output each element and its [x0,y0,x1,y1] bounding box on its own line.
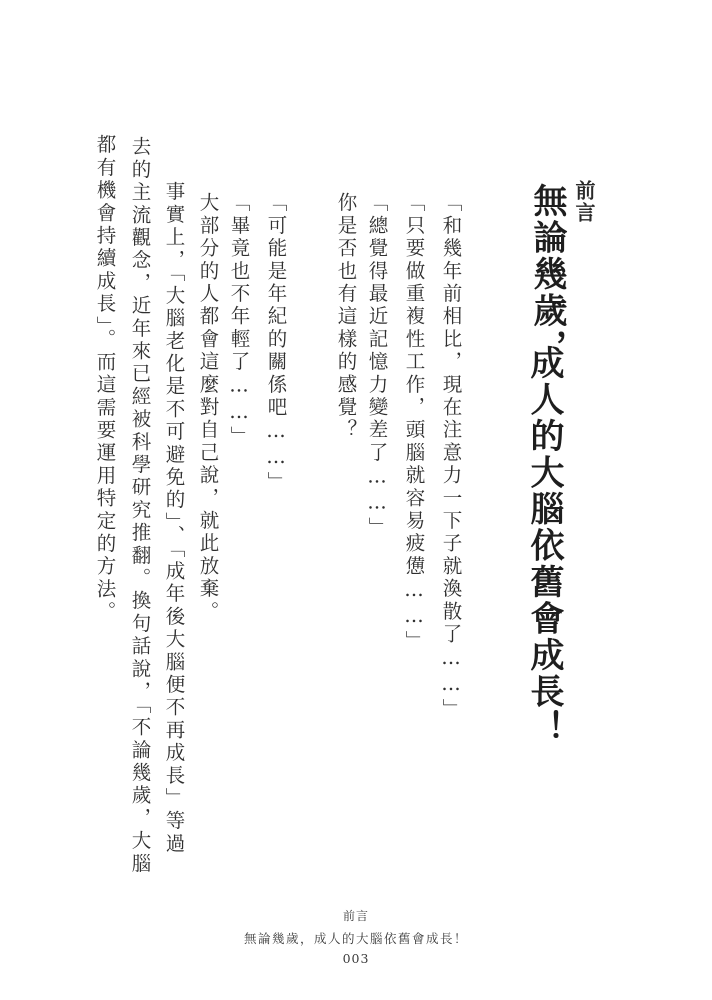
body-line-7: 大部分的人都會這麼對自己說，就此放棄。 [196,192,220,624]
chapter-title-part2: 成人的大腦依舊會成長！ [524,345,564,747]
footer-title: 無論幾歲，成人的大腦依舊會成長！ [243,931,468,946]
body-line-1: 「和幾年前相比，現在注意力一下子就渙散了……」 [439,192,463,722]
body-line-5: 「可能是年紀的關係吧……」 [264,192,288,495]
body-line-2: 「只要做重複性工作，頭腦就容易疲憊……」 [402,192,426,653]
body-line-3: 「總覺得最近記憶力變差了……」 [365,192,389,540]
chapter-title-part1: 無論幾歲， [527,183,567,366]
section-label: 前言 [572,180,596,224]
footer-section-label: 前言 [342,909,369,923]
body-line-10: 都有機會持續成長」。而這需要運用特定的方法。 [93,134,117,624]
body-line-4: 你是否也有這樣的感覺？ [334,192,358,442]
page-number: 003 [342,951,370,966]
body-line-9: 去的主流觀念，近年來已經被科學研究推翻。換句話說，「不論幾歲，大腦 [128,136,152,876]
body-line-8: 事實上，「大腦老化是不可避免的」、「成年後大腦便不再成長」等過 [162,181,186,856]
body-line-6: 「畢竟也不年輕了……」 [227,192,251,449]
